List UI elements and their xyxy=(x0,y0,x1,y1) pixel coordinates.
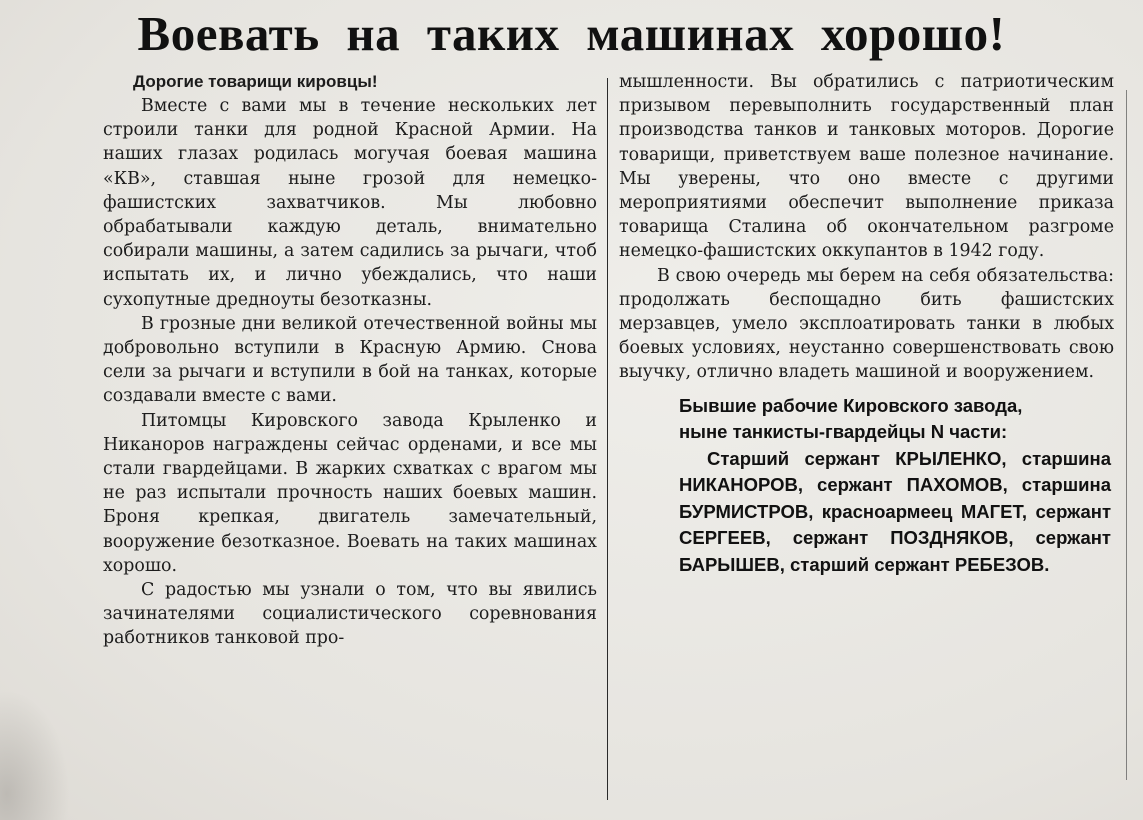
headline: Воевать на таких машинах хорошо! xyxy=(137,6,1006,61)
right-column xyxy=(619,70,1114,578)
paragraph: мышленности. Вы обратились с патриотическим призывом перевыполнить государственный план производства танков и танковых моторов. Дорогие товарищи, приветствуем ваше полезное начинание. Мы уверены, что оно вместе с другими мероприятиями обеспечит выполнение приказа товарища Сталина об окончательном разгроме немецко-фашистских оккупантов в 1942 году. xyxy=(619,72,1114,262)
signature-block xyxy=(679,393,1111,579)
paragraph: Питомцы Кировского завода Крыленко и Никаноров награждены сейчас орденами, и все мы стали гвардейцами. В жарких схватках с врагом мы не раз испытали прочность наших боевых машин. Броня крепкая, двигатель замечательный, вооружение безотказное. Воевать на таких машинах хорошо. xyxy=(103,410,597,576)
paper-wear-mark xyxy=(0,690,70,820)
signature-intro: ныне танкисты-гвардейцы N части: xyxy=(679,421,1008,443)
column-divider xyxy=(607,78,608,800)
paragraph: Вместе с вами мы в течение нескольких лет строили танки для родной Красной Армии. На наших глазах родилась могучая боевая машина «КВ», ставшая ныне грозой для немецко-фашистских захватчиков. Мы любовно обрабатывали каждую деталь, внимательно собирали машины, а затем садились за рычаги, чтоб испытать их, и лично убеждались, что наши сухопутные дредноуты безотказны. xyxy=(103,96,597,310)
paragraph: В свою очередь мы берем на себя обязательства: продолжать беспощадно бить фашистских мерзавцев, умело эксплоатировать танки в любых боевых условиях, неустанно совершенствовать свою выучку, отлично владеть машиной и вооружением. xyxy=(619,265,1114,383)
page-edge-rule xyxy=(1126,90,1127,780)
left-column xyxy=(103,70,597,651)
paragraph: В грозные дни великой отечественной войны мы добровольно вступили в Красную Армию. Снова сели за рычаги и вступили в бой на танках, которые создавали вместе с вами. xyxy=(103,313,597,407)
signature-names: Старший сержант КРЫЛЕНКО, старшина НИКАНОРОВ, сержант ПАХОМОВ, старшина БУРМИСТРОВ, красноармеец МАГЕТ, сержант СЕРГЕЕВ, сержант ПОЗДНЯКОВ, сержант БАРЫШЕВ, старший сержант РЕБЕЗОВ. xyxy=(679,447,1111,575)
paragraph: С радостью мы узнали о том, что вы явились зачинателями социалистического соревнования работников танковой про- xyxy=(103,580,597,649)
greeting: Дорогие товарищи кировцы! xyxy=(133,72,378,91)
signature-intro: Бывшие рабочие Кировского завода, xyxy=(679,394,1023,416)
